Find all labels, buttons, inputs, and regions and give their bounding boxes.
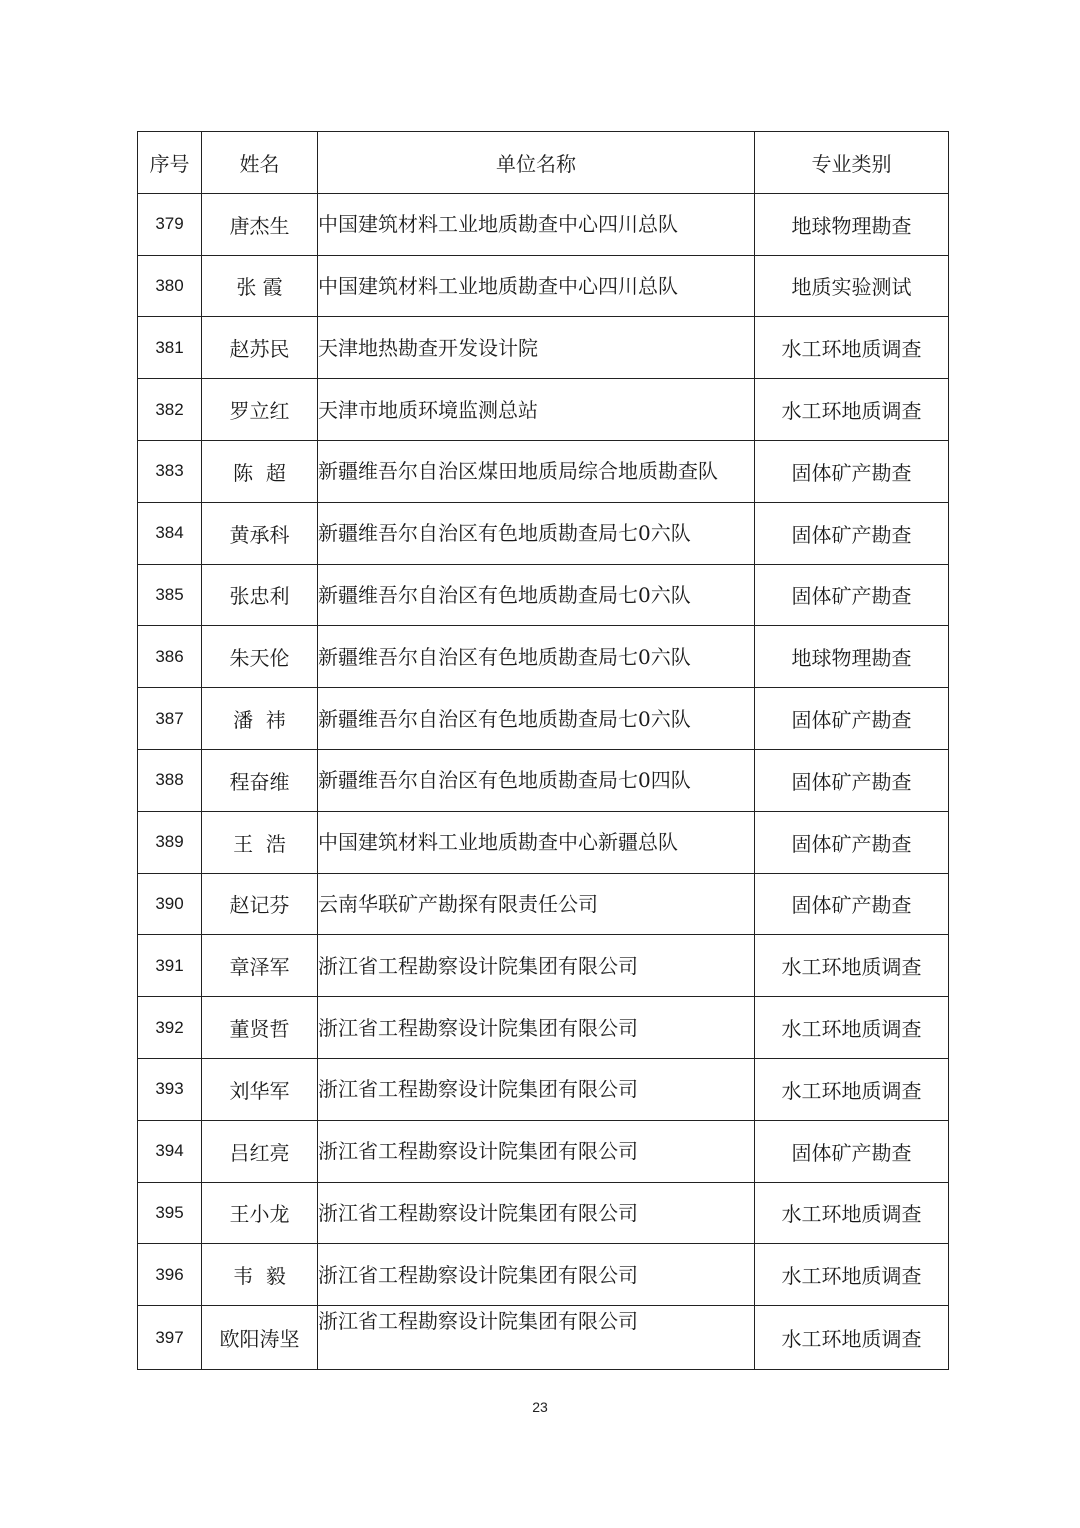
table-row [138, 564, 949, 626]
header-name: 姓名 [202, 132, 318, 194]
cell-name: 潘 祎 [202, 688, 318, 750]
header-unit: 单位名称 [318, 132, 755, 194]
header-no: 序号 [138, 132, 202, 194]
table-row [138, 1182, 949, 1244]
cell-unit: 中国建筑材料工业地质勘查中心四川总队 [318, 193, 755, 255]
table-row [138, 1120, 949, 1182]
cell-category: 水工环地质调查 [755, 997, 949, 1059]
cell-unit: 浙江省工程勘察设计院集团有限公司 [318, 997, 755, 1059]
cell-category: 固体矿产勘查 [755, 749, 949, 811]
cell-name: 吕红亮 [202, 1120, 318, 1182]
table-row [138, 811, 949, 873]
cell-no: 396 [138, 1244, 202, 1306]
table-row [138, 193, 949, 255]
cell-name: 罗立红 [202, 379, 318, 441]
cell-name: 董贤哲 [202, 997, 318, 1059]
cell-name: 章泽军 [202, 935, 318, 997]
cell-name: 赵苏民 [202, 317, 318, 379]
cell-unit: 浙江省工程勘察设计院集团有限公司 [318, 1182, 755, 1244]
table-row [138, 1244, 949, 1306]
cell-name: 王小龙 [202, 1182, 318, 1244]
cell-name: 唐杰生 [202, 193, 318, 255]
cell-no: 383 [138, 440, 202, 502]
cell-unit: 浙江省工程勘察设计院集团有限公司 [318, 1120, 755, 1182]
cell-unit: 中国建筑材料工业地质勘查中心四川总队 [318, 255, 755, 317]
cell-no: 391 [138, 935, 202, 997]
table-row [138, 255, 949, 317]
cell-unit: 浙江省工程勘察设计院集团有限公司 [318, 1058, 755, 1120]
table-row [138, 379, 949, 441]
cell-category: 水工环地质调查 [755, 1244, 949, 1306]
cell-category: 水工环地质调查 [755, 1058, 949, 1120]
header-category: 专业类别 [755, 132, 949, 194]
cell-category: 固体矿产勘查 [755, 1120, 949, 1182]
table-header-row [138, 132, 949, 194]
cell-unit: 中国建筑材料工业地质勘查中心新疆总队 [318, 811, 755, 873]
cell-unit: 浙江省工程勘察设计院集团有限公司 [318, 935, 755, 997]
cell-category: 地质实验测试 [755, 255, 949, 317]
cell-no: 392 [138, 997, 202, 1059]
cell-no: 380 [138, 255, 202, 317]
cell-category: 固体矿产勘查 [755, 688, 949, 750]
page-number: 23 [532, 1399, 548, 1415]
cell-name: 黄承科 [202, 502, 318, 564]
cell-category: 固体矿产勘查 [755, 564, 949, 626]
table-row [138, 1306, 949, 1370]
cell-no: 397 [138, 1306, 202, 1370]
cell-unit: 新疆维吾尔自治区有色地质勘查局七0六队 [318, 502, 755, 564]
cell-unit: 新疆维吾尔自治区有色地质勘查局七0六队 [318, 688, 755, 750]
cell-no: 386 [138, 626, 202, 688]
table-row [138, 317, 949, 379]
cell-unit: 浙江省工程勘察设计院集团有限公司 [318, 1244, 755, 1306]
cell-category: 固体矿产勘查 [755, 502, 949, 564]
cell-no: 381 [138, 317, 202, 379]
roster-table [137, 131, 949, 1370]
cell-category: 水工环地质调查 [755, 1306, 949, 1370]
cell-no: 389 [138, 811, 202, 873]
cell-category: 固体矿产勘查 [755, 811, 949, 873]
cell-category: 水工环地质调查 [755, 1182, 949, 1244]
cell-no: 382 [138, 379, 202, 441]
cell-name: 陈 超 [202, 440, 318, 502]
cell-name: 张忠利 [202, 564, 318, 626]
cell-category: 地球物理勘查 [755, 193, 949, 255]
table-row [138, 502, 949, 564]
cell-unit: 天津地热勘查开发设计院 [318, 317, 755, 379]
cell-category: 水工环地质调查 [755, 379, 949, 441]
cell-category: 地球物理勘查 [755, 626, 949, 688]
cell-category: 水工环地质调查 [755, 317, 949, 379]
cell-unit: 天津市地质环境监测总站 [318, 379, 755, 441]
table-row [138, 935, 949, 997]
cell-category: 固体矿产勘查 [755, 440, 949, 502]
table-row [138, 440, 949, 502]
cell-name: 张 霞 [202, 255, 318, 317]
cell-category: 水工环地质调查 [755, 935, 949, 997]
cell-no: 384 [138, 502, 202, 564]
table-row [138, 1058, 949, 1120]
cell-unit: 新疆维吾尔自治区有色地质勘查局七0四队 [318, 749, 755, 811]
cell-unit: 新疆维吾尔自治区有色地质勘查局七0六队 [318, 564, 755, 626]
cell-no: 387 [138, 688, 202, 750]
cell-unit: 云南华联矿产勘探有限责任公司 [318, 873, 755, 935]
cell-no: 390 [138, 873, 202, 935]
cell-name: 程奋维 [202, 749, 318, 811]
table-row [138, 997, 949, 1059]
cell-no: 385 [138, 564, 202, 626]
cell-no: 395 [138, 1182, 202, 1244]
cell-name: 欧阳涛坚 [202, 1306, 318, 1370]
cell-name: 赵记芬 [202, 873, 318, 935]
table-row [138, 749, 949, 811]
cell-no: 388 [138, 749, 202, 811]
table-row [138, 688, 949, 750]
table-row [138, 626, 949, 688]
cell-unit: 浙江省工程勘察设计院集团有限公司 [318, 1306, 755, 1370]
cell-no: 394 [138, 1120, 202, 1182]
cell-category: 固体矿产勘查 [755, 873, 949, 935]
cell-name: 韦 毅 [202, 1244, 318, 1306]
cell-name: 王 浩 [202, 811, 318, 873]
cell-name: 朱天伦 [202, 626, 318, 688]
cell-unit: 新疆维吾尔自治区煤田地质局综合地质勘查队 [318, 440, 755, 502]
cell-no: 379 [138, 193, 202, 255]
table-row [138, 873, 949, 935]
cell-no: 393 [138, 1058, 202, 1120]
cell-unit: 新疆维吾尔自治区有色地质勘查局七0六队 [318, 626, 755, 688]
cell-name: 刘华军 [202, 1058, 318, 1120]
